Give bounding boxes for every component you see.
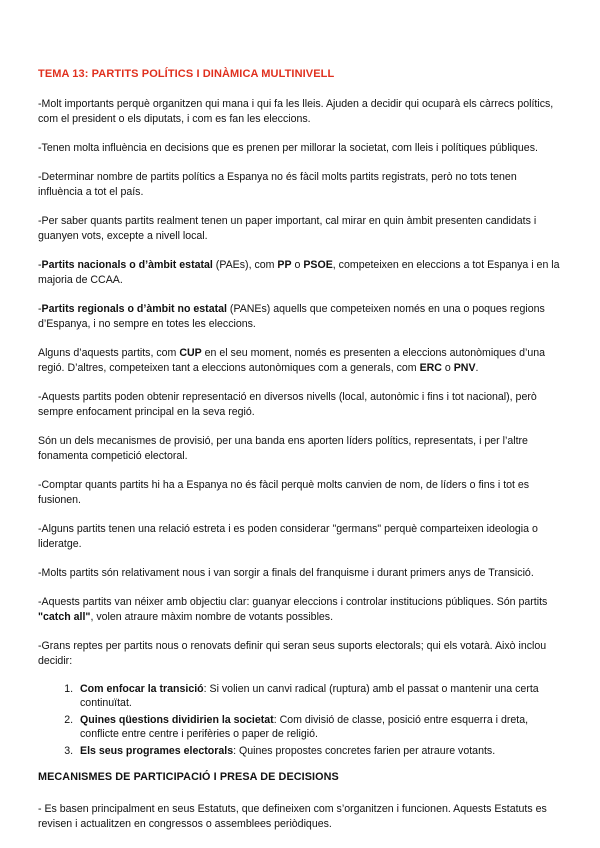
text-run: o [441,362,454,374]
text-run: o [291,259,304,271]
page-title: TEMA 13: PARTITS POLÍTICS I DINÀMICA MULTINIVELL [38,68,335,80]
paragraph-1: -Molt importants perquè organitzen qui mana i qui fa les lleis. Ajuden a decidir qui ocuparà els càrrecs polítics, com el president o els diputats, i com es fan les eleccions. [38,98,554,125]
list-item-text: : Quines propostes concretes farien per atraure votants. [233,745,496,757]
bold-term: ERC [419,362,442,374]
paragraph-15: - Es basen principalment en seus Estatuts, que defineixen com s’organitzen i funcionen. Aquests Estatuts es revisen i actualitzen en congressos o assemblees periòdiques. [38,802,547,830]
paragraph-7 [38,346,564,376]
section-heading: MECANISMES DE PARTICIPACIÓ I PRESA DE DECISIONS [38,770,339,783]
paragraph-2: -Tenen molta influència en decisions que es prenen per millorar la societat, com lleis i polítiques públiques. [38,142,538,154]
text-run: (PAEs), com [212,259,278,271]
bold-term: "catch all" [38,611,91,623]
text-run: . [475,362,479,374]
paragraph-9: Són un dels mecanismes de provisió, per una banda ens aporten líders polítics, representats, i per l’altre fonamenta competició electoral. [38,435,528,462]
text-run: en el seu moment, només es presenten a eleccions autonòmiques d’una regió. D’altres, competeixen tant a eleccions autonòmiques com a generals, com [38,347,546,374]
list-item-term: Els seus programes electorals [80,745,234,757]
list-item-term: Com enfocar la transició [80,683,204,695]
numbered-list [38,683,564,759]
text-run: - [38,303,42,315]
text-run: , competeixen en eleccions a tot Espanya i en la majoria de CCAA. [38,259,560,286]
list-item [76,683,564,710]
text-run: (PANEs) aquells que competeixen només en una o poques regions d’Espanya, i no sempre en totes les eleccions. [38,303,545,330]
paragraph-5 [38,258,564,288]
paragraph-4: -Per saber quants partits realment tenen un paper important, cal mirar en quin àmbit presenten candidats i guanyen vots, excepte a nivell local. [38,215,537,242]
paragraph-10: -Comptar quants partits hi ha a Espanya no és fàcil perquè molts canvien de nom, de líders o fins i tot es fusionen. [38,479,530,506]
bold-term: Partits nacionals o d’àmbit estatal [41,259,213,271]
text-run: Alguns d’aquests partits, com [38,347,180,359]
text-run: , volen atraure màxim nombre de votants possibles. [90,611,334,623]
paragraph-12: -Molts partits són relativament nous i van sorgir a finals del franquisme i durant primers anys de Transició. [38,567,534,579]
paragraph-3: -Determinar nombre de partits polítics a Espanya no és fàcil molts partits registrats, però no tots tenen influència a tot el país. [38,171,517,198]
paragraph-8: -Aquests partits poden obtenir representació en diversos nivells (local, autonòmic i fins i tot nacional), però sempre enfocament principal en la seva regió. [38,391,537,418]
paragraph-6 [38,302,564,332]
list-item-term: Quines qüestions dividirien la societat [80,714,274,726]
list-item-text: : Si volien un canvi radical (ruptura) amb el passat o mantenir una certa continuïtat. [80,683,539,709]
paragraph-13 [38,595,564,625]
paragraph-11: -Alguns partits tenen una relació estreta i es poden considerar "germans" perquè comparteixen ideologia o lideratge. [38,523,538,550]
bold-term: PSOE [303,259,333,271]
list-item-text: : Com divisió de classe, posició entre esquerra i dreta, conflicte entre centre i perifèries o paper de religió. [80,714,529,740]
bold-term: PP [277,259,292,271]
bold-term: Partits regionals o d’àmbit no estatal [41,303,227,315]
text-run: -Aquests partits van néixer amb objectiu clar: guanyar eleccions i controlar institucions públiques. Són partits [38,596,548,608]
list-item [76,745,564,759]
list-item [76,714,564,741]
text-run: - [38,259,42,271]
bold-term: PNV [453,362,476,374]
paragraph-14: -Grans reptes per partits nous o renovats definir qui seran seus suports electorals; qui els votarà. Això inclou decidir: [38,640,547,667]
bold-term: CUP [179,347,202,359]
